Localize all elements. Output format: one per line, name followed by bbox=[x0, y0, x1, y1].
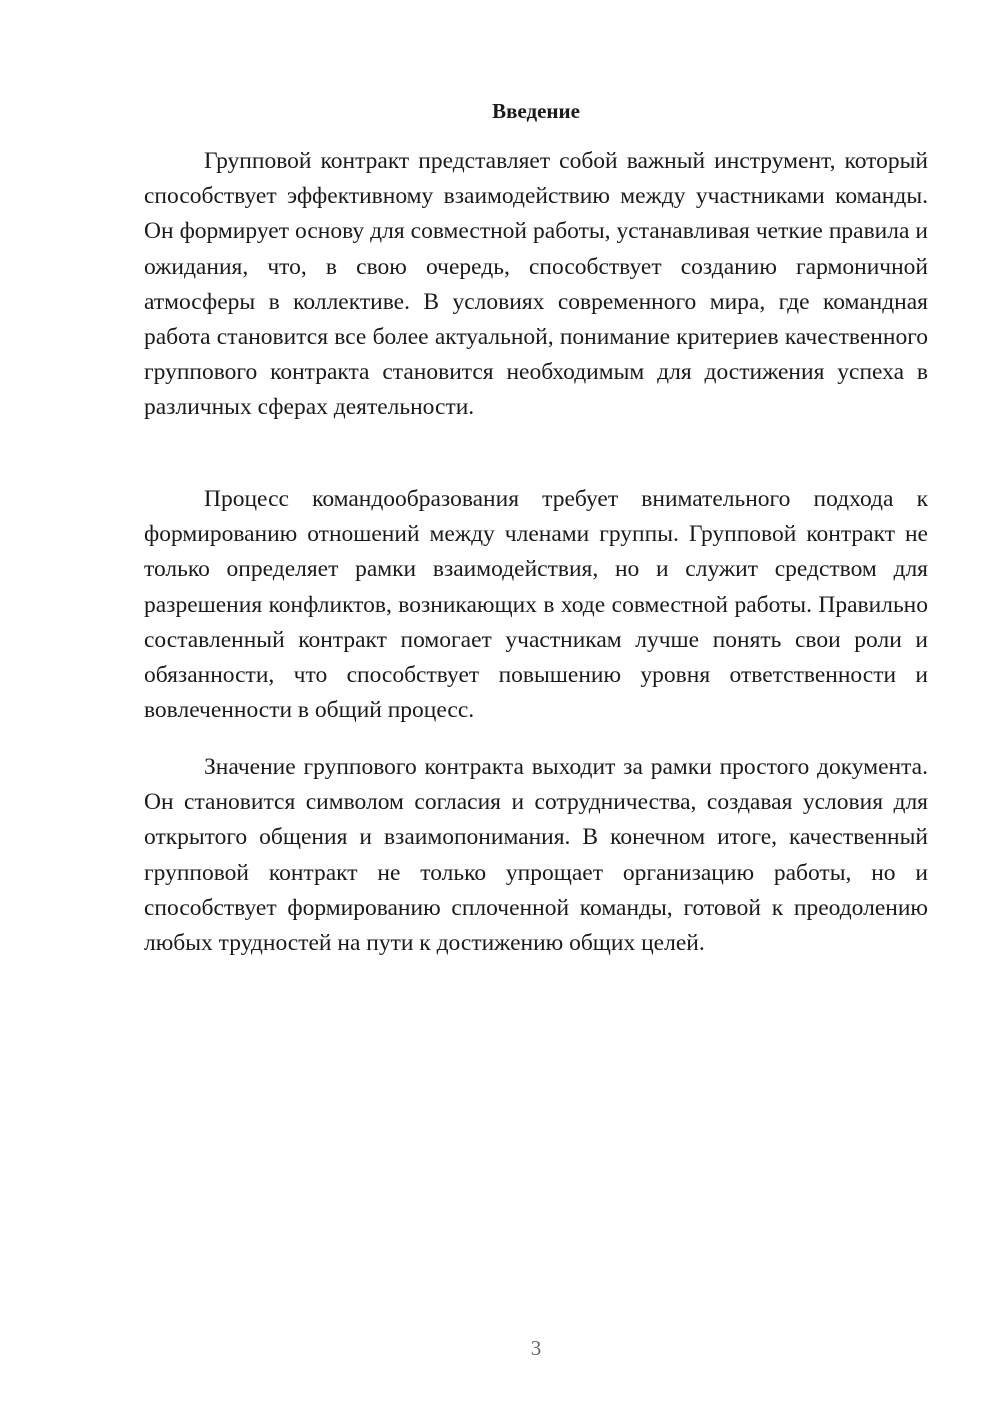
paragraph-1: Групповой контракт представляет собой важный инструмент, который способствует эффективному взаимодействию между участниками команды. Он формирует основу для совместной работы, устанавливая четкие правила и ожидания, что, в свою очередь, способствует созданию гармоничной атмосферы в коллективе. В условиях современного мира, где командная работа становится все более актуальной, понимание критериев качественного группового контракта становится необходимым для достижения успеха в различных сферах деятельности. bbox=[144, 148, 928, 421]
section-title: Введение bbox=[492, 99, 580, 123]
paragraph-3: Значение группового контракта выходит за рамки простого документа. Он становится символом согласия и сотрудничества, создавая условия для открытого общения и взаимопонимания. В конечном итоге, качественный групповой контракт не только упрощает организацию работы, но и способствует формированию сплоченной команды, готовой к преодолению любых трудностей на пути к достижению общих целей. bbox=[144, 754, 928, 957]
paragraph-2: Процесс командообразования требует внимательного подхода к формированию отношений между членами группы. Групповой контракт не только определяет рамки взаимодействия, но и служит средством для разрешения конфликтов, возникающих в ходе совместной работы. Правильно составленный контракт помогает участникам лучше понять свои роли и обязанности, что способствует повышению уровня ответственности и вовлеченности в общий процесс. bbox=[144, 486, 928, 724]
page-number: 3 bbox=[530, 1336, 542, 1360]
